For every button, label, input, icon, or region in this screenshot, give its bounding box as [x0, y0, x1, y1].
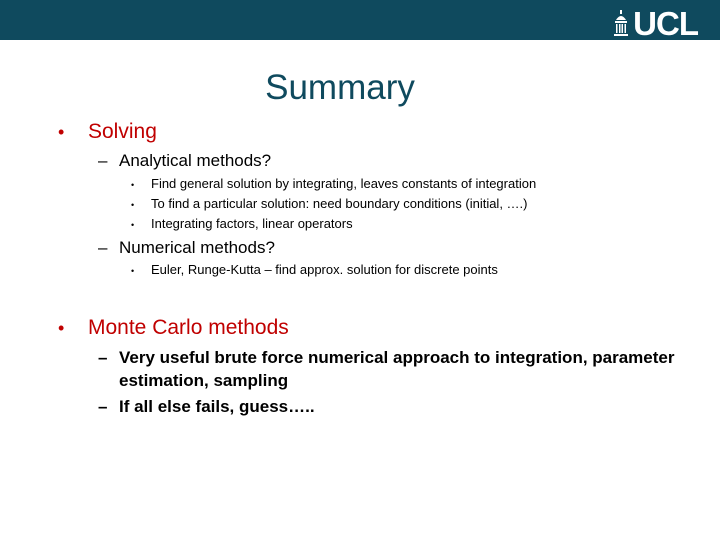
bullet-monte-carlo [58, 316, 289, 340]
sub-bullet-numerical [98, 238, 688, 258]
sub-bullet-text: Very useful brute force numerical approach to integration, parameter estimation, sampling [119, 348, 675, 390]
dot-icon: • [131, 180, 135, 190]
logo-text: UCL [633, 5, 698, 42]
ucl-portico-icon [613, 10, 629, 40]
detail-text: Euler, Runge-Kutta – find approx. solution for discrete points [151, 262, 498, 277]
sub-bullet-text: Analytical methods? [119, 151, 272, 170]
dash-icon: – [98, 238, 108, 257]
slide-title: Summary [265, 68, 415, 107]
sub-bullet-brute-force [98, 346, 688, 392]
detail-item [131, 216, 353, 231]
dash-icon: – [98, 348, 108, 367]
detail-item [131, 176, 536, 191]
dot-icon: • [131, 266, 135, 276]
sub-bullet-text: If all else fails, guess….. [119, 397, 315, 416]
sub-bullet-guess [98, 397, 688, 417]
bullet-solving [58, 120, 157, 144]
detail-item [131, 196, 528, 211]
detail-text: To find a particular solution: need boundary conditions (initial, ….) [151, 196, 528, 211]
bullet-icon: • [58, 122, 65, 142]
sub-bullet-analytical [98, 151, 688, 171]
header-bar [0, 0, 720, 40]
detail-item [131, 262, 498, 277]
sub-bullet-text: Numerical methods? [119, 238, 275, 257]
detail-text: Find general solution by integrating, leaves constants of integration [151, 176, 537, 191]
dash-icon: – [98, 397, 108, 416]
bullet-text: Monte Carlo methods [88, 316, 289, 339]
bullet-icon: • [58, 318, 65, 338]
dot-icon: • [131, 200, 135, 210]
bullet-text: Solving [88, 120, 157, 143]
dot-icon: • [131, 220, 135, 230]
ucl-logo [613, 4, 698, 40]
dash-icon: – [98, 151, 108, 170]
detail-text: Integrating factors, linear operators [151, 216, 353, 231]
